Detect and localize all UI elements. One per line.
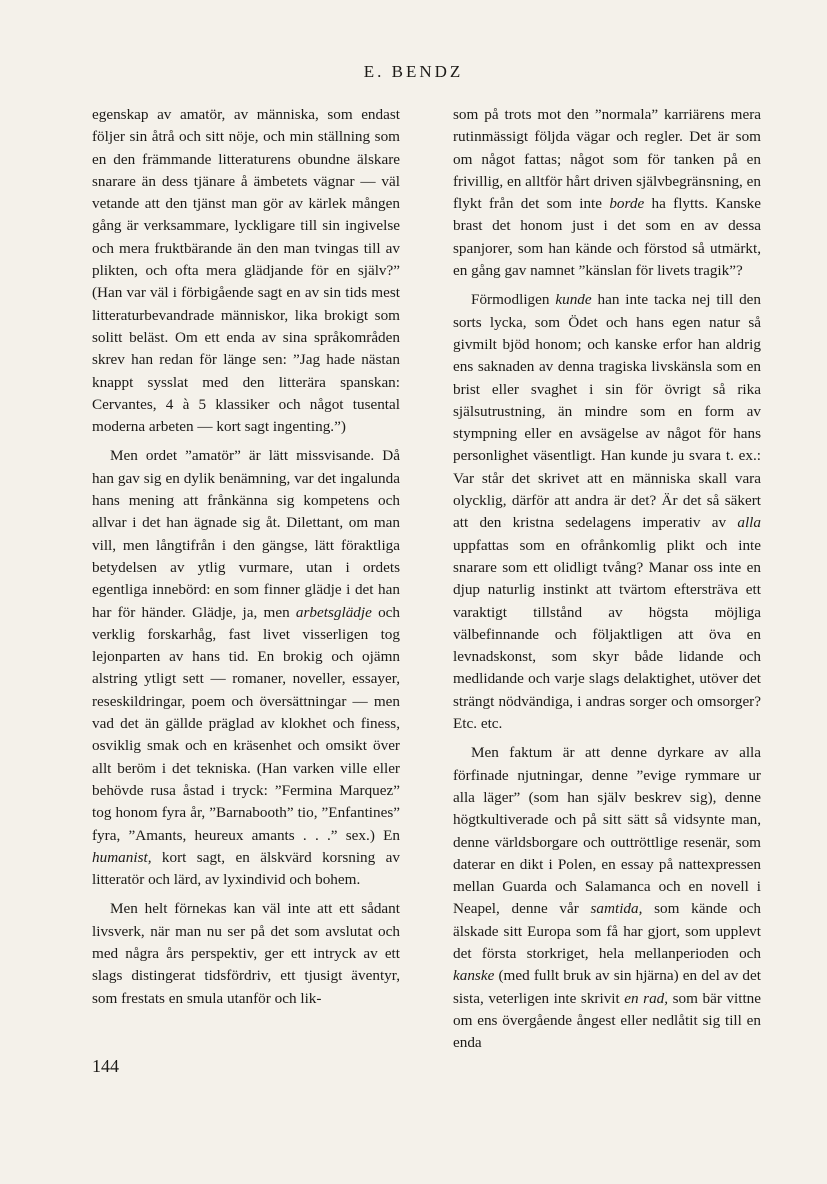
italic-run: kunde bbox=[555, 291, 592, 309]
italic-run: arbetsglädje bbox=[295, 603, 372, 621]
text-run: Men ordet ”amatör” är lätt missvisande. Då han gav sig en dylik benämning, var det ingalunda hans mening att frånkänna sig kompetens och allvar i det han ägnade sig åt. Dilettant, om man vill, men långtifrån i den gängse, lätt föraktliga betydelsen av ytlig vurmare, utan i ordets egentliga innebörd: en som finner glädje i det han har för händer. Glädje, ja, men bbox=[92, 447, 400, 621]
right-column bbox=[453, 104, 761, 1054]
running-head: E. BENDZ bbox=[363, 62, 464, 81]
text-run: (med fullt bruk av sin hjärna) en del av det sista, veterligen inte skrivit bbox=[453, 967, 761, 1007]
text-run: Men faktum är att denne dyrkare av alla förfinade njutningar, denne ”evige rymmare ur alla läger” (som han själv beskrev sig), denne högtkultiverade och på sitt sätt så vidsynte man, denne världsborgare och outtröttlige resenär, som daterar en dikt i Polen, en essay på nattexpressen mellan Guarda och Salamanca och en novell i Neapel, denne vår bbox=[453, 744, 761, 918]
paragraph bbox=[92, 104, 400, 438]
paragraph bbox=[453, 104, 761, 282]
paragraph bbox=[92, 445, 400, 891]
paragraph bbox=[92, 898, 400, 1009]
text-run: Förmodligen bbox=[471, 291, 556, 309]
text-run: egenskap av amatör, av människa, som endast följer sin åtrå och sitt nöje, och min ställning som en den främmande litteraturens obundne älskare snarare än dess tjänare å ämbetets vägnar — väl vetande att den tjänst man gör av kärlek mången gång är verksammare, lyckligare till sin ingivelse och mera fruktbärande än den man tvingas till av plikten, och ofta mera glädjande för en själv?” (Han var väl i förbigående sagt en av sin tids mest litteraturbevandrade människor, lika brokigt som solitt beläst. Om ett enda av sina språkområden skrev han redan för länge sen: ”Jag hade nästan knappt sysslat med den litterära spanskan: Cervantes, 4 à 5 klassiker och något tusental moderna arbeten — kort sagt ingenting.”) bbox=[92, 106, 400, 436]
text-run: och verklig forskarhåg, fast livet visserligen tog lejonparten av hans tid. En brokig och ojämn alstring ytligt sett — romaner, noveller, essayer, reseskildringar, poem och översättningar — men vad det än gällde präglad av klokhet och finess, osviklig smak och en kräsenhet och omsikt över allt beröm i det tekniska. (Han varken ville eller behövde rusa åstad i tryck: ”Fermina Marquez” tog honom fyra år, ”Barnabooth” tio, ”Enfantines” fyra, ”Amants, heureux amants . . .” sex.) En bbox=[92, 603, 400, 844]
paragraph bbox=[453, 289, 761, 735]
italic-run: en rad, bbox=[624, 989, 669, 1007]
text-run: Men helt förnekas kan väl inte att ett sådant livsverk, när man nu ser på det som avslutat och med några års perspektiv, ger ett intryck av ett slags distingerat tidsfördriv, ett tjusigt äventyr, som frestats en smula utanför och lik- bbox=[92, 900, 400, 1007]
text-run: uppfattas som en ofrånkomlig plikt och inte snarare som ett olidligt tvång? Manar oss inte en djup naturlig instinkt att tvärtom eftersträva ett varaktigt tillstånd av högsta möjliga välbefinnande och följaktligen att öva en levnadskonst, som skyr både lidande och medlidande och varje slags delaktighet, utöver det strängt nödvändiga, i andras sorger och omsorger? Etc. etc. bbox=[453, 536, 761, 733]
italic-run: alla bbox=[737, 514, 761, 532]
left-column bbox=[92, 104, 400, 1010]
page-number: 144 bbox=[92, 1056, 119, 1076]
text-run: som bär vittne om ens övergående ångest eller nedlåtit sig till en enda bbox=[453, 989, 762, 1052]
italic-run: borde bbox=[609, 195, 645, 213]
text-run: ha flytts. Kanske brast det honom just i det som en av dessa spanjorer, som han kände och förstod så utmärkt, en gång gav namnet ”känslan för livets tragik”? bbox=[453, 195, 762, 280]
italic-run: humanist, bbox=[92, 848, 152, 866]
text-run: han inte tacka nej till den sorts lycka, som Ödet och hans egen natur så givmilt bjöd honom; och kanske erfor han aldrig ens saknaden av denna tragiska livskänsla som en brist eller svaghet i sin för övrigt så rika själsutrustning, än mindre som en form av stympning eller en avsägelse av något för hans personlighet väsentligt. Han kunde ju svara t. ex.: Var står det skrivet att en människa skall vara olycklig, därför att andra är det? Är det så säkert att den kristna sedelagens imperativ av bbox=[453, 291, 762, 532]
text-run: kort sagt, en älskvärd korsning av litteratör och lärd, av lyxindivid och bohem. bbox=[92, 848, 400, 889]
italic-run: kanske bbox=[453, 967, 495, 985]
paragraph bbox=[453, 742, 761, 1054]
text-run: som kände och älskade sitt Europa som få har gjort, som upplevt det första storkriget, hela mellanperioden och bbox=[453, 900, 761, 962]
text-run: som på trots mot den ”normala” karriärens mera rutinmässigt följda vägar och regler. Det är som om något fattas; något som för tanken på en frivillig, en alltför hårt driven självbegränsning, en flykt från det som inte bbox=[453, 106, 761, 213]
italic-run: samtida, bbox=[590, 900, 643, 918]
